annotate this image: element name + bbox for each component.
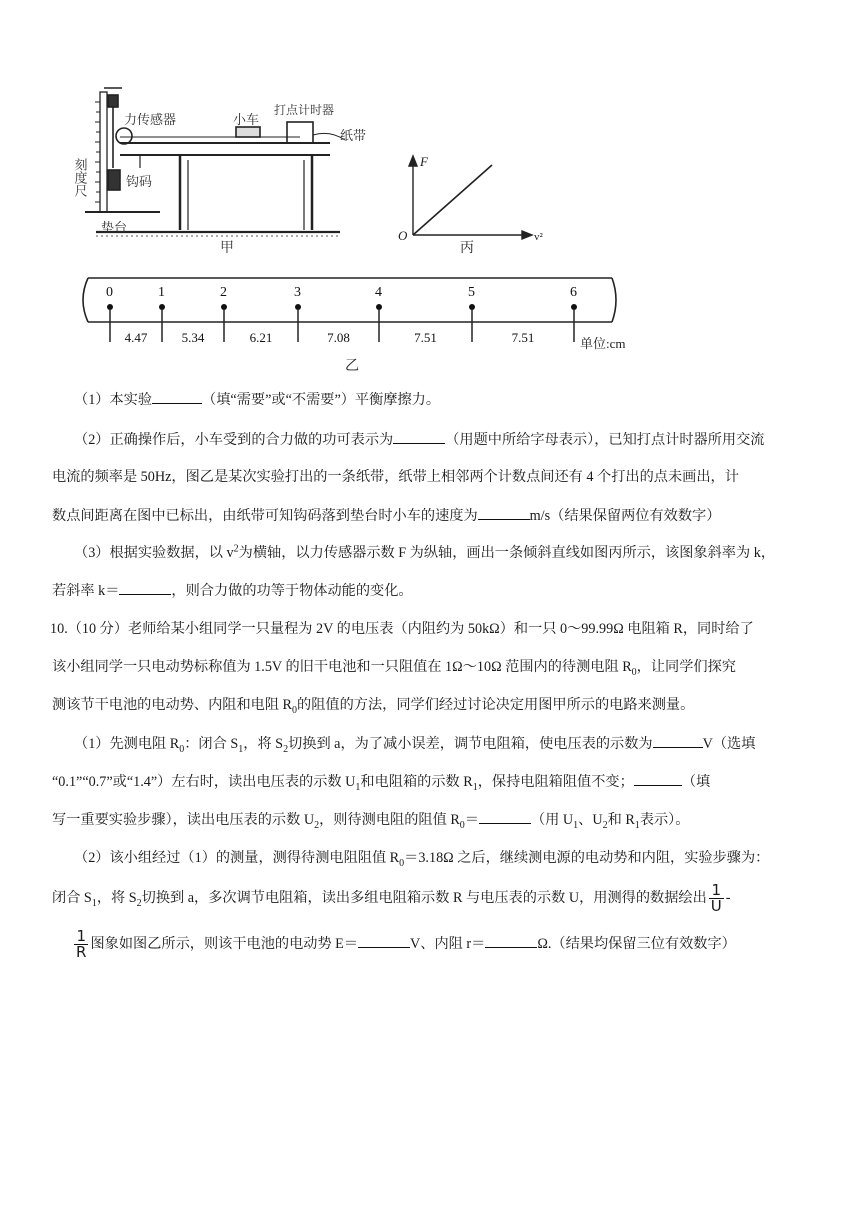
answer-blank[interactable]: [479, 809, 531, 824]
graph-y-label: F: [420, 154, 428, 169]
tape-point: [159, 304, 165, 310]
tape-distance-label: 7.08: [327, 330, 350, 345]
tape-distance-label: 7.51: [414, 330, 437, 345]
q10-part2-line2: 闭合 $S_1$，将 $S_2$切换到 a，多次调节电阻箱，读出多组电阻箱示数 R 与电压表的示数 U，用测得的数据绘出 $\frac{1}{U}$ -: [52, 881, 731, 916]
caption-tape: 乙: [345, 359, 359, 374]
answer-blank[interactable]: [653, 733, 703, 748]
q10-part2-line3: $\frac{1}{R}$ 图象如图乙所示，则该干电池的电动势 E＝ V、内阻 r＝ Ω.（结果均保留三位有效数字）: [76, 927, 736, 962]
fraction-1-over-r: $\frac{1}{R}$: [76, 927, 87, 962]
graph-x-label: v²: [534, 231, 543, 243]
tape-distance-label: 4.47: [124, 330, 148, 345]
tape-point: [469, 304, 475, 310]
answer-blank[interactable]: [358, 933, 410, 948]
force-sensor: [108, 95, 118, 107]
tape-distance-label: 5.34: [181, 330, 205, 345]
label-platform: 垫台: [101, 220, 128, 235]
label-ruler: 刻度尺: [72, 158, 88, 197]
answer-blank[interactable]: [152, 389, 202, 404]
q10-line2: 该小组同学一只电动势标称值为 1.5V 的旧干电池和一只阻值在 1Ω～10Ω 范围内的待测电阻 $R_0$，让同学们探究: [52, 659, 736, 678]
ruler-ticks: [95, 102, 100, 202]
timer: [287, 122, 313, 143]
tape-distance-label: 6.21: [249, 330, 273, 345]
tape-point-label: 3: [294, 285, 301, 300]
answer-blank[interactable]: [393, 429, 445, 444]
label-timer: 打点计时器: [274, 103, 335, 117]
q9-part3-line2: 若斜率 k＝ ，则合力做的功等于物体动能的变化。: [52, 580, 413, 601]
q9-part2-line1: （2）正确操作后，小车受到的合力做的功可表示为 （用题中所给字母表示），已知打点计时器所用交流: [74, 429, 764, 450]
tape-point-label: 4: [375, 285, 382, 300]
q9-part1: （1）本实验 （填“需要”或“不需要”）平衡摩擦力。: [74, 389, 440, 410]
tape-point-label: 2: [220, 285, 227, 300]
graph-origin: O: [398, 228, 408, 243]
q10-line3: 测该节干电池的电动势、内阻和电阻 $R_0$的阻值的方法，同学们经过讨论决定用图甲所示的电路来测量。: [52, 697, 695, 716]
answer-blank[interactable]: [634, 771, 682, 786]
label-weight: 钩码: [126, 174, 153, 189]
tape-marks: [106, 285, 577, 345]
hook-weight: [108, 170, 120, 190]
tape-point: [571, 304, 577, 310]
tape-point: [221, 304, 227, 310]
answer-blank[interactable]: [485, 933, 537, 948]
caption-apparatus: 甲: [220, 241, 234, 256]
tape-point-label: 1: [158, 285, 165, 300]
tape-point-label: 0: [106, 285, 113, 300]
label-cart: 小车: [233, 112, 260, 127]
answer-blank[interactable]: [119, 580, 171, 595]
label-tape: 纸带: [340, 128, 367, 143]
answer-blank[interactable]: [478, 505, 530, 520]
q10-part1-line1: （1）先测电阻 $R_0$：闭合 $S_1$，将 $S_2$切换到 a，为了减小误差，调节电阻箱，使电压表的示数为 V（选填: [74, 733, 755, 754]
tape-point: [107, 304, 113, 310]
graph-line: [413, 165, 492, 235]
tape-point-label: 6: [570, 285, 577, 300]
tape-point: [295, 304, 301, 310]
caption-graph: 丙: [460, 241, 474, 256]
experiment-figure: [0, 0, 860, 380]
label-sensor: 力传感器: [124, 112, 177, 127]
tape-point: [376, 304, 382, 310]
q10-part2-line1: （2）该小组经过（1）的测量，测得待测电阻阻值 $R_0=3.18\Omega$ 之后，继续测电源的电动势和内阻，实验步骤为：: [74, 850, 770, 869]
q10-line1: 10.（10 分）老师给某小组同学一只量程为 2V 的电压表（内阻约为 50kΩ）和一只 0～99.99Ω 电阻箱 R，同时给了: [50, 621, 754, 637]
pulley: [116, 128, 132, 144]
fraction-1-over-u: $\frac{1}{U}$: [710, 881, 722, 916]
tape-distance-label: 7.51: [511, 330, 535, 345]
tape-unit: 单位:cm: [580, 336, 626, 351]
q9-part2-line3: 数点间距离在图中已标出，由纸带可知钩码落到垫台时小车的速度为 m/s（结果保留两位有效数字）: [52, 505, 720, 526]
cart: [236, 127, 260, 137]
q9-part2-line2: 电流的频率是 50Hz，图乙是某次实验打出的一条纸带，纸带上相邻两个计数点间还有 4 个打出的点未画出，计: [52, 469, 739, 485]
q10-part1-line2: “0.1”“0.7”或“1.4”）左右时，读出电压表的示数 $U_1$和电阻箱的示数 $R_1$，保持电阻箱阻值不变； （填: [52, 771, 710, 792]
ruler: [100, 92, 107, 212]
q9-part3-line1: （3）根据实验数据，以 $v^2$为横轴，以力传感器示数 F 为纵轴，画出一条倾斜直线如图丙所示，该图象斜率为 k，: [74, 543, 776, 561]
tape-point-label: 5: [468, 285, 475, 300]
q10-part1-line3: 写一重要实验步骤），读出电压表的示数 $U_2$，则待测电阻的阻值 $R_0=$ （用 $U_1$、$U_2$和 $R_1$表示）。: [52, 809, 689, 830]
